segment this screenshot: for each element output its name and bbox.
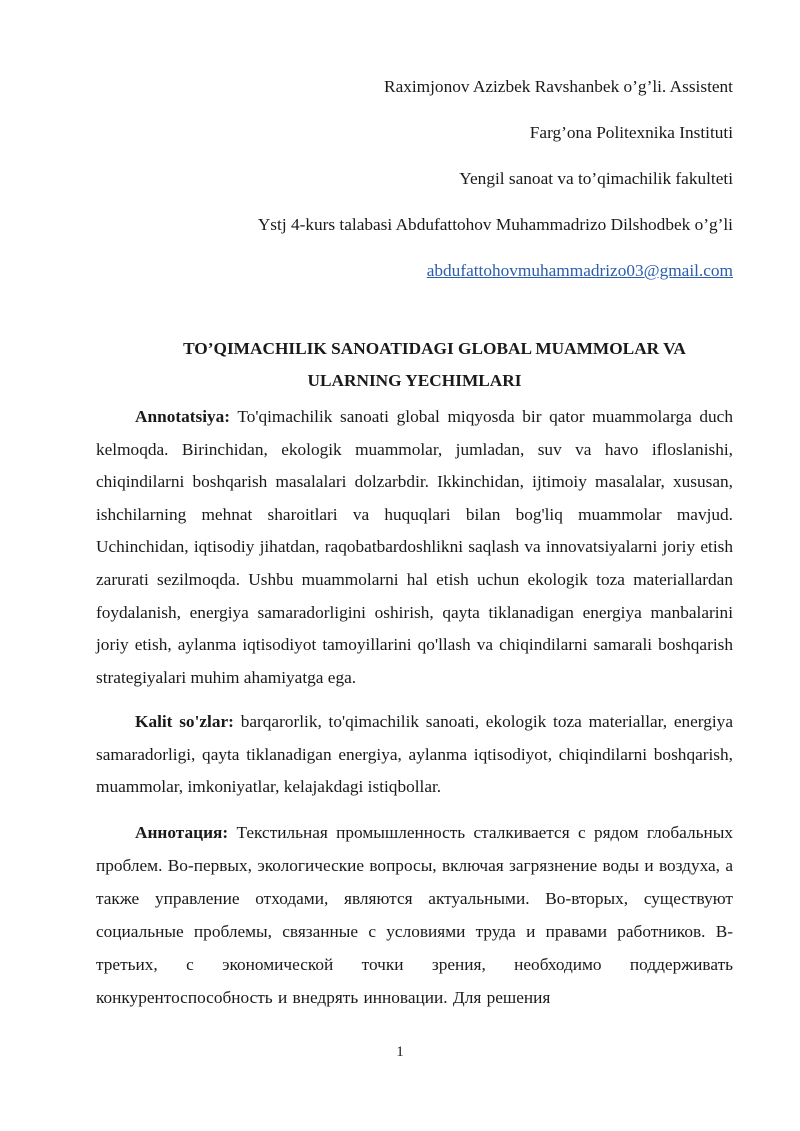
email-link[interactable]: abdufattohovmuhammadrizo03@gmail.com xyxy=(426,261,733,280)
annotation-uz xyxy=(96,401,733,694)
annotation-uz-text: To'qimachilik sanoati global miqyosda bir qator muammolarga duch kelmoqda. Birinchidan, ekologik muammolar, jumladan, suv va havo ifloslanishi, chiqindilarni boshqarish masalalari dolzarbdir. Ikkinchidan, ijtimoiy masalalar, xususan, ishchilarning mehnat sharoitlari va huquqlari bilan bog'liq muammolar mavjud. Uchinchidan, iqtisodiy jihatdan, raqobatbardoshlikni saqlash va innovatsiyalarni joriy etish zarurati sezilmoqda. Ushbu muammolarni hal etish uchun ekologik toza materiallardan foydalanish, energiya samaradorligini oshirish, qayta tiklanadigan energiya manbalarini joriy etish, aylanma iqtisodiyot tamoyillarini qo'llash va chiqindilarni samarali boshqarish strategiyalari muhim ahamiyatga ega. xyxy=(96,407,733,687)
keywords-uz-label: Kalit so'zlar: xyxy=(135,712,234,731)
paper-title xyxy=(96,333,733,397)
title-line-1: TO’QIMACHILIK SANOATIDAGI GLOBAL MUAMMOLAR VA xyxy=(183,339,686,358)
keywords-uz-text: barqarorlik, to'qimachilik sanoati, ekologik toza materiallar, energiya samaradorligi, qayta tiklanadigan energiya, aylanma iqtisodiyot, chiqindilarni boshqarish, muammolar, imkoniyatlar, kelajakdagi istiqbollar. xyxy=(96,712,733,797)
student-line: Ystj 4-kurs talabasi Abdufattohov Muhammadrizo Dilshodbek o’g’li xyxy=(257,215,733,234)
title-line-2: ULARNING YECHIMLARI xyxy=(307,371,522,390)
annotation-ru-label: Аннотация: xyxy=(135,823,229,842)
author-name-line: Raximjonov Azizbek Ravshanbek o’g’li. Assistent xyxy=(384,77,733,96)
faculty-line: Yengil sanoat va to’qimachilik fakulteti xyxy=(459,169,733,188)
keywords-uz xyxy=(96,706,733,804)
annotation-ru-text: Текстильная промышленность сталкивается с рядом глобальных проблем. Во-первых, экологические вопросы, включая загрязнение воды и воздуха, а также управление отходами, являются актуальными. Во-вторых, существуют социальные проблемы, связанные с условиями труда и правами работников. В-третьих, с экономической точки зрения, необходимо поддерживать конкурентоспособность и внедрять инновации. Для решения xyxy=(96,823,733,1007)
author-info xyxy=(96,72,733,302)
page-number: 1 xyxy=(396,1044,404,1060)
annotation-ru xyxy=(96,816,733,1014)
institution-line: Farg’ona Politexnika Instituti xyxy=(529,123,733,142)
annotation-uz-label: Annotatsiya: xyxy=(135,407,231,426)
